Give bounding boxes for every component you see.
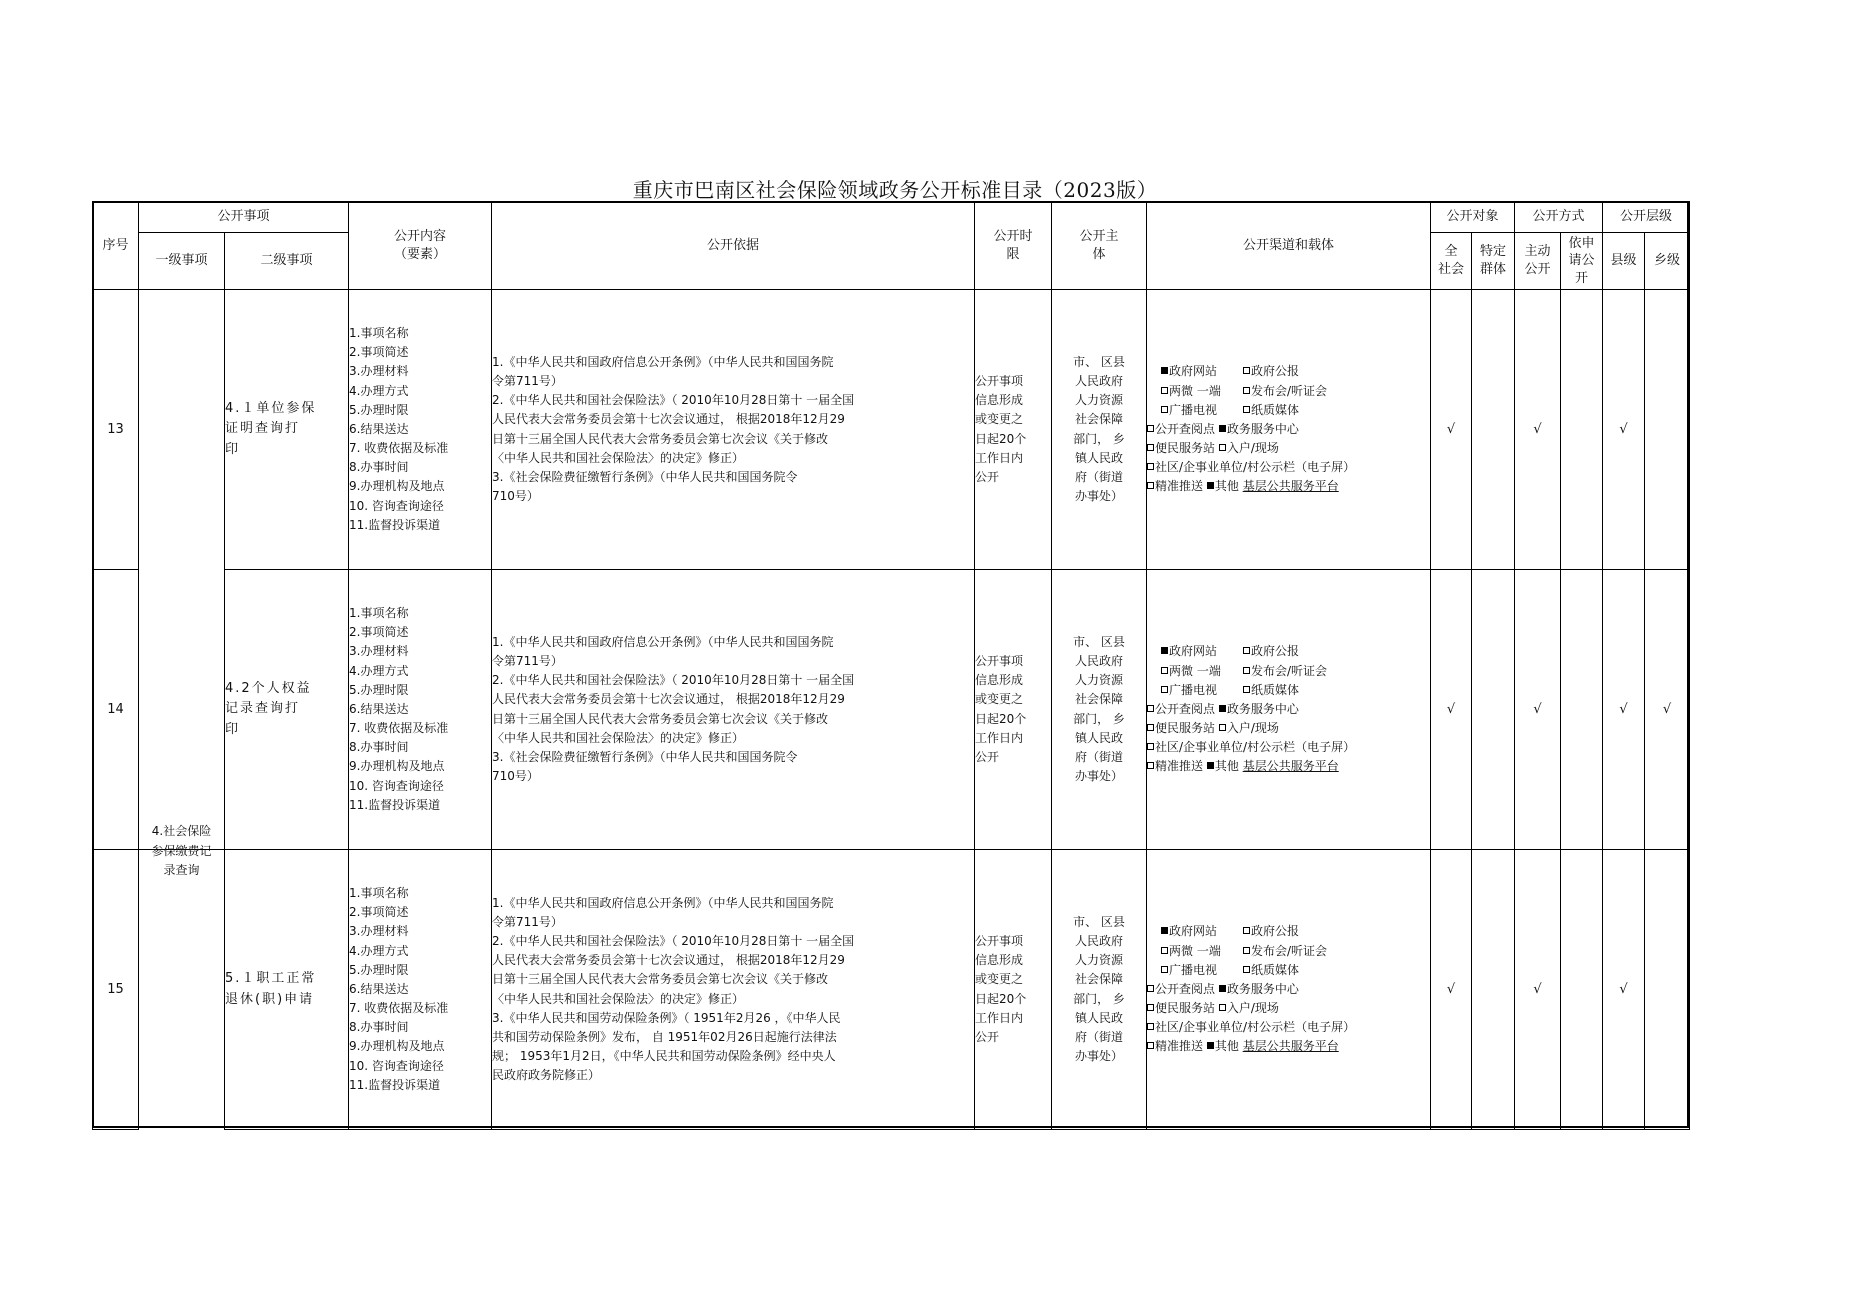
check-mark: √ (1533, 422, 1542, 437)
empty-box-icon (1147, 1004, 1154, 1011)
basis-cell (492, 850, 975, 1130)
content-line: 11.监督投诉渠道 (349, 797, 441, 812)
checked-box-icon (1161, 927, 1168, 934)
content-line: 6.结果送达 (349, 421, 409, 436)
content-cell (349, 570, 492, 850)
basis-line: 2.《中华人民共和国社会保险法》（ 2010年10月28日第十 一届全国 (492, 673, 855, 688)
header-method: 公开方式 (1515, 202, 1603, 233)
empty-box-icon (1161, 686, 1168, 693)
subject-line: 府（街道 (1075, 1029, 1124, 1044)
empty-box-icon (1219, 1004, 1226, 1011)
subject-line: 府（街道 (1075, 469, 1124, 484)
level1-line: 参保缴费记 (151, 843, 212, 858)
content-line: 6.结果送达 (349, 981, 409, 996)
subject-cell (1052, 570, 1147, 850)
basis-line: 日第十三届全国人民代表大会常务委员会第七次会议《关于修改 (492, 711, 829, 726)
empty-box-icon (1219, 724, 1226, 731)
subject-line: 人民政府 (1075, 653, 1124, 668)
content-line: 3.办理材料 (349, 364, 409, 379)
content-line: 7. 收费依据及标准 (349, 441, 449, 456)
empty-box-icon (1147, 1023, 1154, 1030)
header-method-active: 主动 公开 (1515, 233, 1561, 290)
page-title: 重庆市巴南区社会保险领域政务公开标准目录（2023版） (632, 178, 1158, 202)
basis-line: 〈中华人民共和国社会保险法〉的决定》修正） (492, 730, 745, 745)
level1-line: 4.社会保险 (151, 824, 212, 839)
basis-line: 〈中华人民共和国社会保险法〉的决定》修正） (492, 991, 745, 1006)
subject-line: 办事处） (1075, 1049, 1124, 1064)
subject-line: 人力资源 (1075, 393, 1124, 408)
basis-line: 令第711号） (492, 653, 563, 668)
content-line: 5.办理时限 (349, 962, 409, 977)
channels-cell: 政府网站 政府公报 两微 一端 发布会/听证会 广播电视 纸质媒体 公开查阅点 政务服务中心 便民服务站 入户/现场 社区/企事业单位/村公示栏（电子屏） 精准推送 其他 基层公共服务平台 (1147, 850, 1431, 1130)
content-line: 10. 咨询查询途径 (349, 1058, 444, 1073)
content-line: 3.办理材料 (349, 924, 409, 939)
subject-line: 部门， 乡 (1073, 711, 1125, 726)
subject-line: 部门， 乡 (1073, 991, 1125, 1006)
empty-box-icon (1243, 647, 1250, 654)
time-limit-line: 工作日内 (975, 1010, 1024, 1025)
subject-line: 办事处） (1075, 489, 1124, 504)
empty-box-icon (1219, 444, 1226, 451)
checked-box-icon (1219, 705, 1226, 712)
method-apply-cell (1561, 290, 1603, 570)
subject-line: 社会保障 (1075, 412, 1124, 427)
level-town-cell (1645, 290, 1690, 570)
time-limit-line: 信息形成 (975, 393, 1024, 408)
basis-line: 3.《社会保险费征缴暂行条例》（中华人民共和国国务院令 (492, 469, 798, 484)
time-limit-cell (975, 290, 1052, 570)
content-line: 11.监督投诉渠道 (349, 517, 441, 532)
content-line: 9.办理机构及地点 (349, 1039, 445, 1054)
header-level2: 二级事项 (225, 233, 349, 290)
header-level-town: 乡级 (1645, 233, 1690, 290)
time-limit-line: 公开事项 (975, 933, 1024, 948)
check-mark: √ (1446, 702, 1456, 717)
checked-box-icon (1207, 1042, 1214, 1049)
subject-cell (1052, 850, 1147, 1130)
content-line: 5.办理时限 (349, 402, 409, 417)
basis-line: 3.《中华人民共和国劳动保险条例》（ 1951年2月26 ，《中华人民 (492, 1010, 841, 1025)
content-line: 2.事项简述 (349, 345, 409, 360)
header-target-group: 特定 群体 (1472, 233, 1515, 290)
seq-cell: 15 (93, 850, 139, 1130)
header-method-apply: 依申 请公 开 (1561, 233, 1603, 290)
basis-cell (492, 570, 975, 850)
level-county-cell (1603, 570, 1645, 850)
table-row (93, 850, 1690, 1130)
subject-line: 市、 区县 (1073, 634, 1125, 649)
subject-line: 人力资源 (1075, 953, 1124, 968)
empty-box-icon (1161, 966, 1168, 973)
checked-box-icon (1219, 985, 1226, 992)
basis-line: 710号） (492, 769, 539, 784)
level1-line: 录查询 (163, 862, 200, 877)
check-mark: √ (1446, 422, 1456, 437)
basis-line: 民政府政务院修正） (492, 1068, 601, 1083)
basis-line: 规； 1953年1月2日，《中华人民共和国劳动保险条例》经中央人 (492, 1049, 836, 1064)
header-target-all: 全 社会 (1431, 233, 1472, 290)
check-mark: √ (1446, 982, 1456, 997)
header-level: 公开层级 (1603, 202, 1690, 233)
content-line: 6.结果送达 (349, 701, 409, 716)
time-limit-line: 信息形成 (975, 673, 1024, 688)
subject-cell (1052, 290, 1147, 570)
basis-line: 人民代表大会常务委员会第十七次会议通过， 根据2018年12月29 (492, 412, 845, 427)
header-channels: 公开渠道和载体 (1147, 202, 1431, 290)
content-cell (349, 290, 492, 570)
content-line: 10. 咨询查询途径 (349, 778, 444, 793)
empty-box-icon (1161, 387, 1168, 394)
method-apply-cell (1561, 570, 1603, 850)
content-line: 3.办理材料 (349, 644, 409, 659)
level-county-cell (1603, 290, 1645, 570)
content-line: 8.办事时间 (349, 740, 409, 755)
basis-line: 令第711号） (492, 914, 563, 929)
level2-line: 证明查询打 (225, 421, 301, 437)
checked-box-icon (1161, 367, 1168, 374)
time-limit-cell (975, 850, 1052, 1130)
empty-box-icon (1243, 367, 1250, 374)
basis-line: 共和国劳动保险条例》发布， 自 1951年02月26日起施行法律法 (492, 1029, 837, 1044)
level2-cell (225, 850, 349, 1130)
empty-box-icon (1147, 463, 1154, 470)
check-mark: √ (1533, 982, 1542, 997)
content-line: 5.办理时限 (349, 682, 409, 697)
time-limit-line: 或变更之 (975, 692, 1024, 707)
basis-line: 710号） (492, 489, 539, 504)
content-cell (349, 850, 492, 1130)
check-mark: √ (1662, 702, 1672, 717)
target-group-cell (1472, 290, 1515, 570)
subject-line: 人民政府 (1075, 373, 1124, 388)
level1-cell (139, 290, 225, 877)
time-limit-line: 公开事项 (975, 653, 1024, 668)
time-limit-line: 或变更之 (975, 972, 1024, 987)
subject-line: 社会保障 (1075, 972, 1124, 987)
empty-box-icon (1243, 667, 1250, 674)
seq-cell: 13 (93, 290, 139, 570)
content-line: 2.事项简述 (349, 905, 409, 920)
header-basis: 公开依据 (492, 202, 975, 290)
checked-box-icon (1207, 482, 1214, 489)
time-limit-line: 日起20个 (975, 991, 1027, 1006)
level-county-cell (1603, 850, 1645, 1130)
content-line: 7. 收费依据及标准 (349, 721, 449, 736)
target-all-cell (1431, 290, 1472, 570)
empty-box-icon (1243, 947, 1250, 954)
target-all-cell (1431, 850, 1472, 1130)
header-subject: 公开主 体 (1052, 202, 1147, 290)
basis-line: 1.《中华人民共和国政府信息公开条例》（中华人民共和国国务院 (492, 634, 834, 649)
basis-line: 2.《中华人民共和国社会保险法》（ 2010年10月28日第十 一届全国 (492, 933, 855, 948)
method-active-cell (1515, 290, 1561, 570)
time-limit-line: 公开事项 (975, 373, 1024, 388)
time-limit-line: 或变更之 (975, 412, 1024, 427)
catalog-table (92, 201, 1690, 1130)
content-line: 9.办理机构及地点 (349, 759, 445, 774)
empty-box-icon (1161, 406, 1168, 413)
content-line: 4.办理方式 (349, 383, 409, 398)
content-line: 1.事项名称 (349, 605, 409, 620)
content-line: 4.办理方式 (349, 663, 409, 678)
subject-line: 市、 区县 (1073, 354, 1125, 369)
level2-line: 记录查询打 (225, 701, 301, 717)
method-apply-cell (1561, 850, 1603, 1130)
basis-line: 人民代表大会常务委员会第十七次会议通过， 根据2018年12月29 (492, 692, 845, 707)
basis-line: 3.《社会保险费征缴暂行条例》（中华人民共和国国务院令 (492, 749, 798, 764)
subject-line: 部门， 乡 (1073, 431, 1125, 446)
subject-line: 人民政府 (1075, 933, 1124, 948)
empty-box-icon (1161, 667, 1168, 674)
empty-box-icon (1243, 966, 1250, 973)
header-seq: 序号 (93, 202, 139, 290)
content-line: 9.办理机构及地点 (349, 479, 445, 494)
basis-line: 人民代表大会常务委员会第十七次会议通过， 根据2018年12月29 (492, 953, 845, 968)
subject-line: 府（街道 (1075, 749, 1124, 764)
time-limit-line: 信息形成 (975, 953, 1024, 968)
header-items: 公开事项 (139, 202, 349, 233)
subject-line: 人力资源 (1075, 673, 1124, 688)
channels-cell: 政府网站 政府公报 两微 一端 发布会/听证会 广播电视 纸质媒体 公开查阅点 政务服务中心 便民服务站 入户/现场 社区/企事业单位/村公示栏（电子屏） 精准推送 其他 基层公共服务平台 (1147, 570, 1431, 850)
time-limit-line: 公开 (975, 469, 1000, 484)
level2-line: 印 (225, 721, 241, 737)
time-limit-line: 工作日内 (975, 730, 1024, 745)
subject-line: 镇人民政 (1075, 730, 1124, 745)
empty-box-icon (1147, 705, 1154, 712)
header-target: 公开对象 (1431, 202, 1515, 233)
checked-box-icon (1207, 762, 1214, 769)
time-limit-line: 工作日内 (975, 450, 1024, 465)
subject-line: 市、 区县 (1073, 914, 1125, 929)
content-line: 10. 咨询查询途径 (349, 498, 444, 513)
method-active-cell (1515, 850, 1561, 1130)
time-limit-cell (975, 570, 1052, 850)
level1-cell-empty (139, 850, 225, 1130)
check-mark: √ (1533, 702, 1542, 717)
empty-box-icon (1147, 762, 1154, 769)
method-active-cell (1515, 570, 1561, 850)
check-mark: √ (1619, 422, 1628, 437)
basis-line: 1.《中华人民共和国政府信息公开条例》（中华人民共和国国务院 (492, 354, 834, 369)
target-group-cell (1472, 570, 1515, 850)
table-row (93, 570, 1690, 850)
level2-line: 印 (225, 441, 241, 457)
content-line: 8.办事时间 (349, 1020, 409, 1035)
empty-box-icon (1147, 743, 1154, 750)
channels-cell: 政府网站 政府公报 两微 一端 发布会/听证会 广播电视 纸质媒体 公开查阅点 政务服务中心 便民服务站 入户/现场 社区/企事业单位/村公示栏（电子屏） 精准推送 其他 基层公共服务平台 (1147, 290, 1431, 570)
subject-line: 镇人民政 (1075, 450, 1124, 465)
subject-line: 镇人民政 (1075, 1010, 1124, 1025)
time-limit-line: 日起20个 (975, 711, 1027, 726)
time-limit-line: 公开 (975, 749, 1000, 764)
empty-box-icon (1147, 1042, 1154, 1049)
header-time-limit: 公开时 限 (975, 202, 1052, 290)
header-level-county: 县级 (1603, 233, 1645, 290)
basis-line: 〈中华人民共和国社会保险法〉的决定》修正） (492, 450, 745, 465)
basis-line: 令第711号） (492, 373, 563, 388)
content-line: 8.办事时间 (349, 460, 409, 475)
content-line: 4.办理方式 (349, 943, 409, 958)
content-line: 1.事项名称 (349, 885, 409, 900)
basis-line: 日第十三届全国人民代表大会常务委员会第七次会议《关于修改 (492, 431, 829, 446)
level2-cell (225, 570, 349, 850)
empty-box-icon (1243, 387, 1250, 394)
check-mark: √ (1619, 982, 1628, 997)
content-line: 2.事项简述 (349, 625, 409, 640)
basis-line: 日第十三届全国人民代表大会常务委员会第七次会议《关于修改 (492, 972, 829, 987)
seq-cell: 14 (93, 570, 139, 850)
level-town-cell (1645, 850, 1690, 1130)
check-mark: √ (1619, 702, 1628, 717)
level2-line: 5.１职工正常 (225, 971, 317, 987)
content-line: 7. 收费依据及标准 (349, 1001, 449, 1016)
empty-box-icon (1147, 724, 1154, 731)
header-level1: 一级事项 (139, 233, 225, 290)
level2-cell (225, 290, 349, 570)
target-group-cell (1472, 850, 1515, 1130)
empty-box-icon (1147, 482, 1154, 489)
empty-box-icon (1243, 927, 1250, 934)
basis-line: 1.《中华人民共和国政府信息公开条例》（中华人民共和国国务院 (492, 895, 834, 910)
time-limit-line: 公开 (975, 1029, 1000, 1044)
subject-line: 办事处） (1075, 769, 1124, 784)
target-all-cell (1431, 570, 1472, 850)
level-town-cell (1645, 570, 1690, 850)
empty-box-icon (1147, 985, 1154, 992)
empty-box-icon (1161, 947, 1168, 954)
time-limit-line: 日起20个 (975, 431, 1027, 446)
content-line: 1.事项名称 (349, 325, 409, 340)
empty-box-icon (1147, 444, 1154, 451)
empty-box-icon (1243, 686, 1250, 693)
level2-line: 4.１单位参保 (225, 401, 317, 417)
level2-line: 4.2个人权益 (225, 681, 312, 697)
table-row (93, 290, 1690, 570)
basis-cell (492, 290, 975, 570)
basis-line: 2.《中华人民共和国社会保险法》（ 2010年10月28日第十 一届全国 (492, 393, 855, 408)
empty-box-icon (1147, 425, 1154, 432)
header-content: 公开内容 （要素） (349, 202, 492, 290)
empty-box-icon (1243, 406, 1250, 413)
checked-box-icon (1219, 425, 1226, 432)
subject-line: 社会保障 (1075, 692, 1124, 707)
level2-line: 退休(职)申请 (225, 991, 315, 1007)
checked-box-icon (1161, 647, 1168, 654)
content-line: 11.监督投诉渠道 (349, 1077, 441, 1092)
